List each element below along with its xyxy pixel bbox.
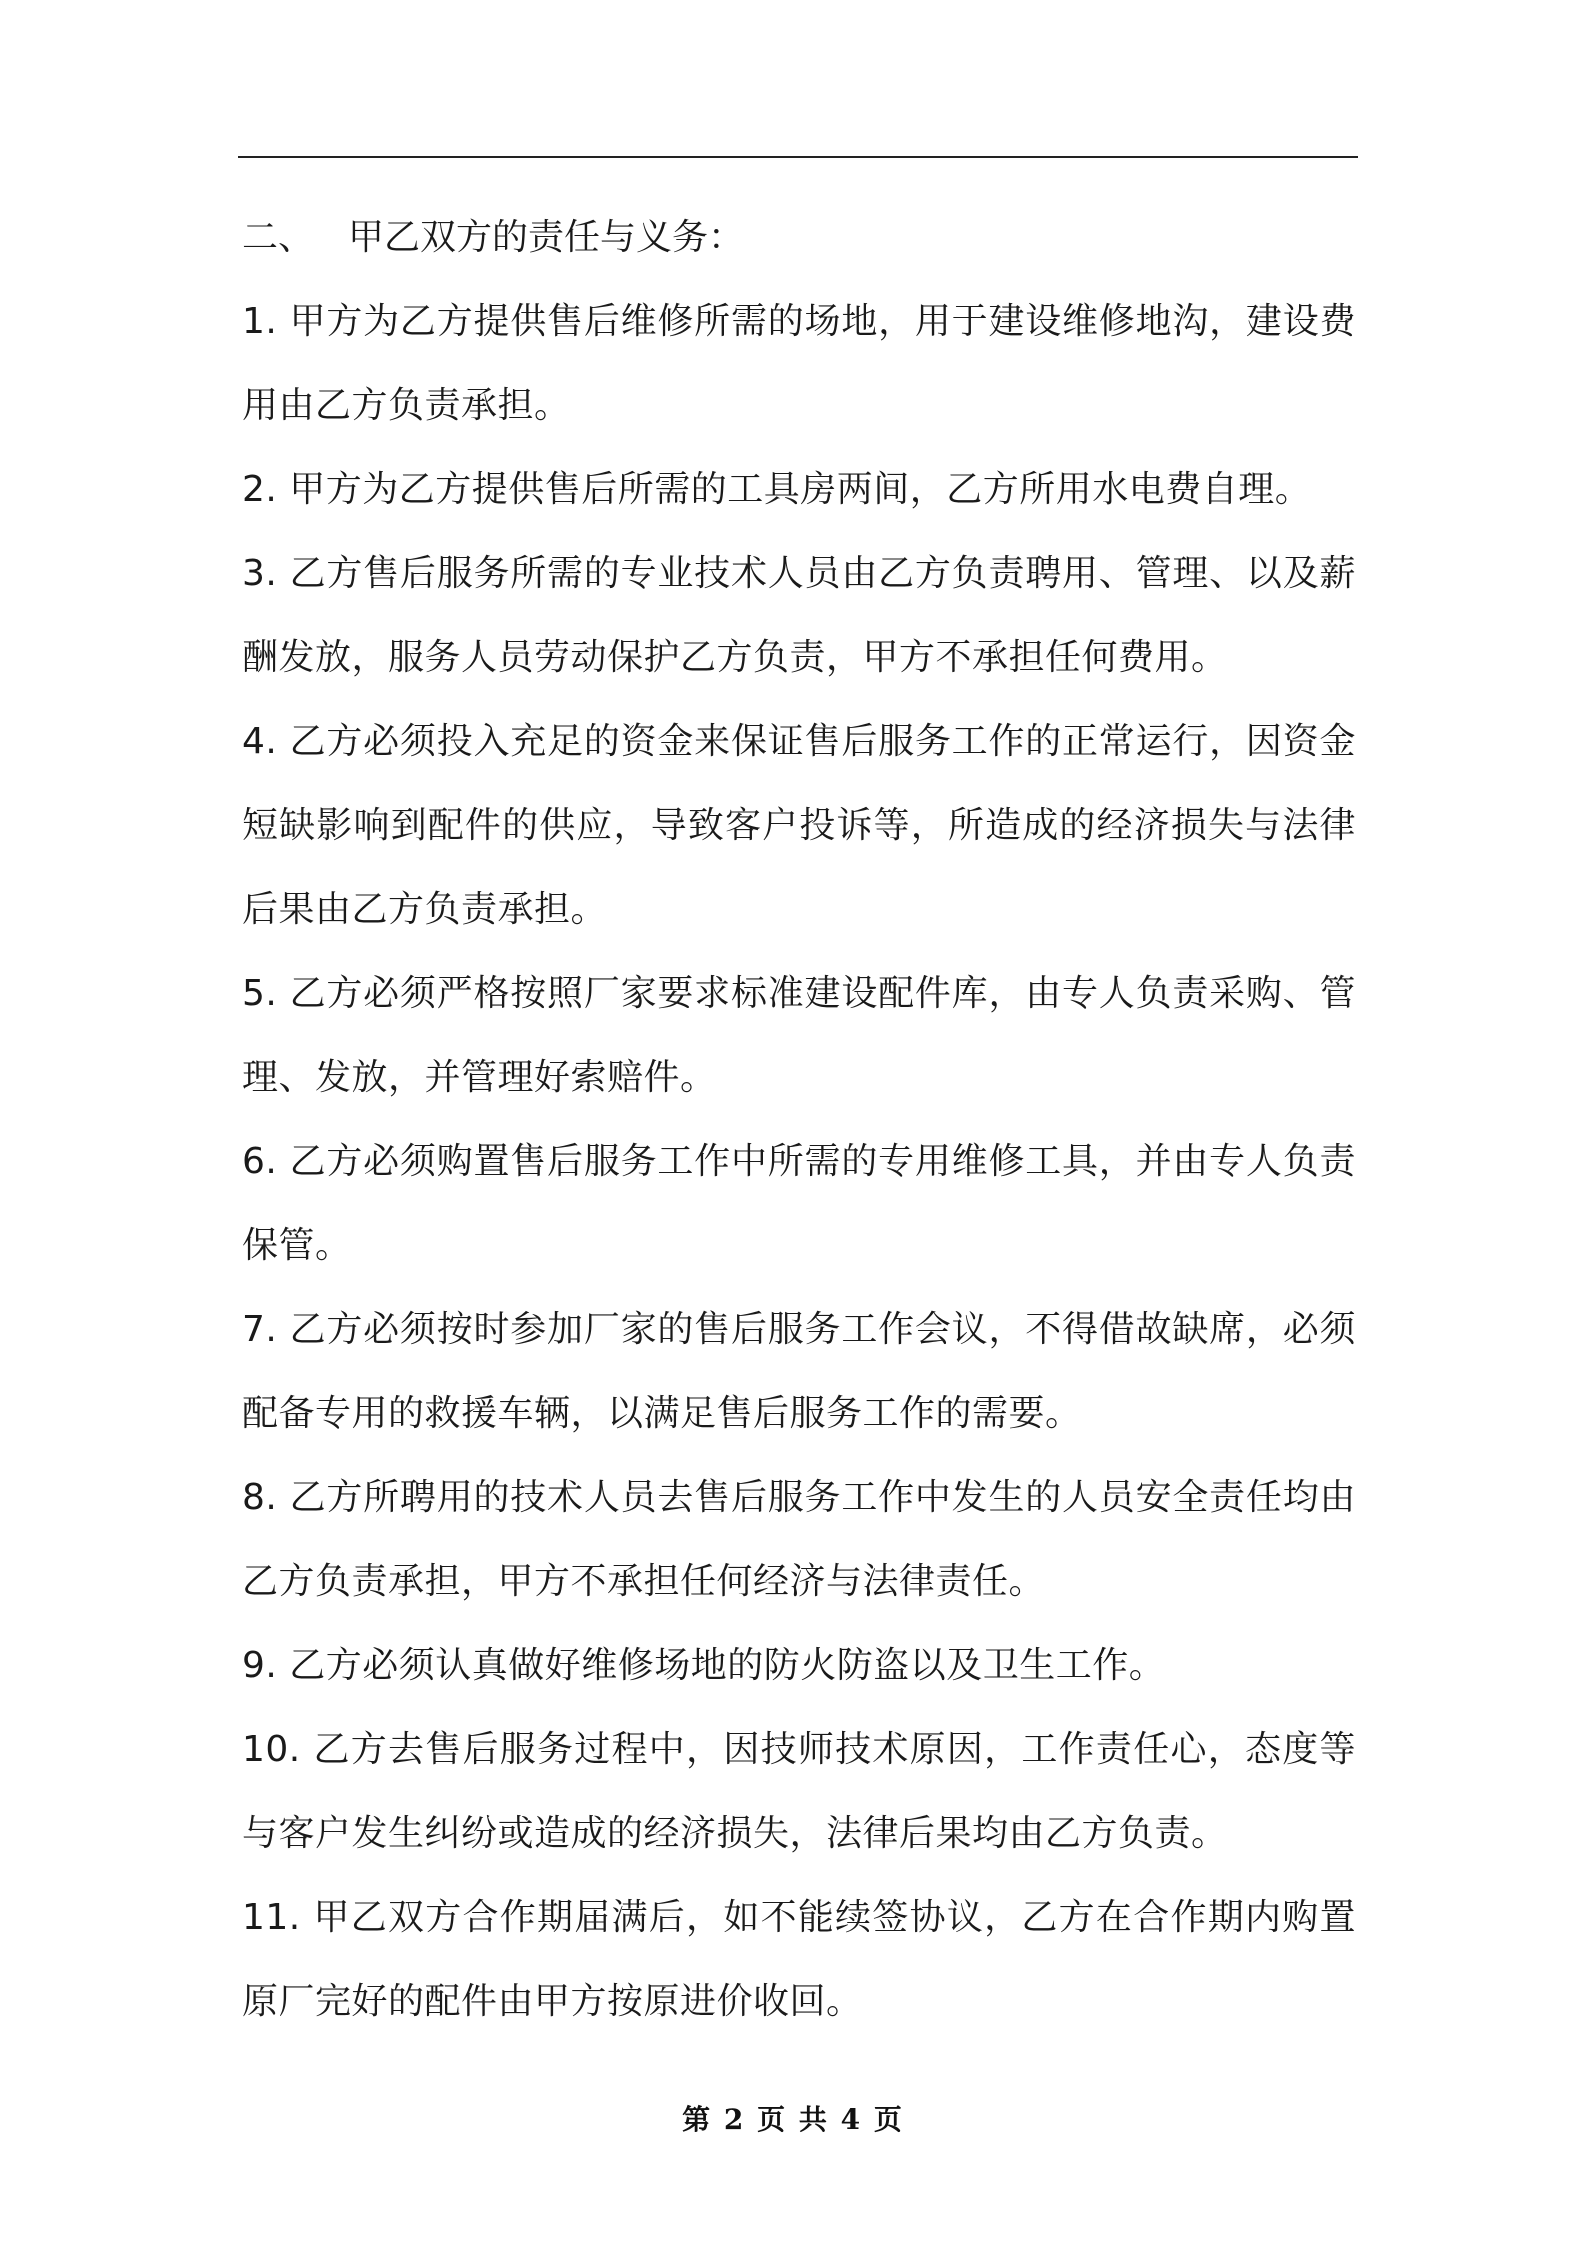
page-number-footer: 第 2 页 共 4 页 bbox=[682, 2103, 904, 2136]
clause-10: 10. 乙方去售后服务过程中，因技师技术原因，工作责任心，态度等与客户发生纠纷或造成的经济损失，法律后果均由乙方负责。 bbox=[242, 1729, 1356, 1854]
section-heading bbox=[242, 196, 1356, 280]
clause-3: 3. 乙方售后服务所需的专业技术人员由乙方负责聘用、管理、以及薪酬发放，服务人员劳动保护乙方负责，甲方不承担任何费用。 bbox=[242, 553, 1356, 678]
clause-11: 11. 甲乙双方合作期届满后，如不能续签协议，乙方在合作期内购置原厂完好的配件由甲方按原进价收回。 bbox=[242, 1897, 1356, 2022]
clause-9: 9. 乙方必须认真做好维修场地的防火防盗以及卫生工作。 bbox=[242, 1645, 1166, 1686]
clause-6: 6. 乙方必须购置售后服务工作中所需的专用维修工具，并由专人负责保管。 bbox=[242, 1141, 1356, 1266]
clause-2: 2. 甲方为乙方提供售后所需的工具房两间，乙方所用水电费自理。 bbox=[242, 469, 1312, 510]
header-rule bbox=[238, 156, 1358, 158]
clause-1: 1. 甲方为乙方提供售后维修所需的场地，用于建设维修地沟，建设费用由乙方负责承担。 bbox=[242, 301, 1356, 426]
document-body bbox=[242, 196, 1356, 2044]
section-number: 二、 bbox=[242, 217, 315, 258]
section-title: 甲乙双方的责任与义务： bbox=[348, 217, 745, 258]
clause-5: 5. 乙方必须严格按照厂家要求标准建设配件库，由专人负责采购、管理、发放，并管理好索赔件。 bbox=[242, 973, 1356, 1098]
clause-4: 4. 乙方必须投入充足的资金来保证售后服务工作的正常运行，因资金短缺影响到配件的供应，导致客户投诉等，所造成的经济损失与法律后果由乙方负责承担。 bbox=[242, 721, 1356, 930]
clause-7: 7. 乙方必须按时参加厂家的售后服务工作会议，不得借故缺席，必须配备专用的救援车辆，以满足售后服务工作的需要。 bbox=[242, 1309, 1356, 1434]
clause-8: 8. 乙方所聘用的技术人员去售后服务工作中发生的人员安全责任均由乙方负责承担，甲方不承担任何经济与法律责任。 bbox=[242, 1477, 1356, 1602]
